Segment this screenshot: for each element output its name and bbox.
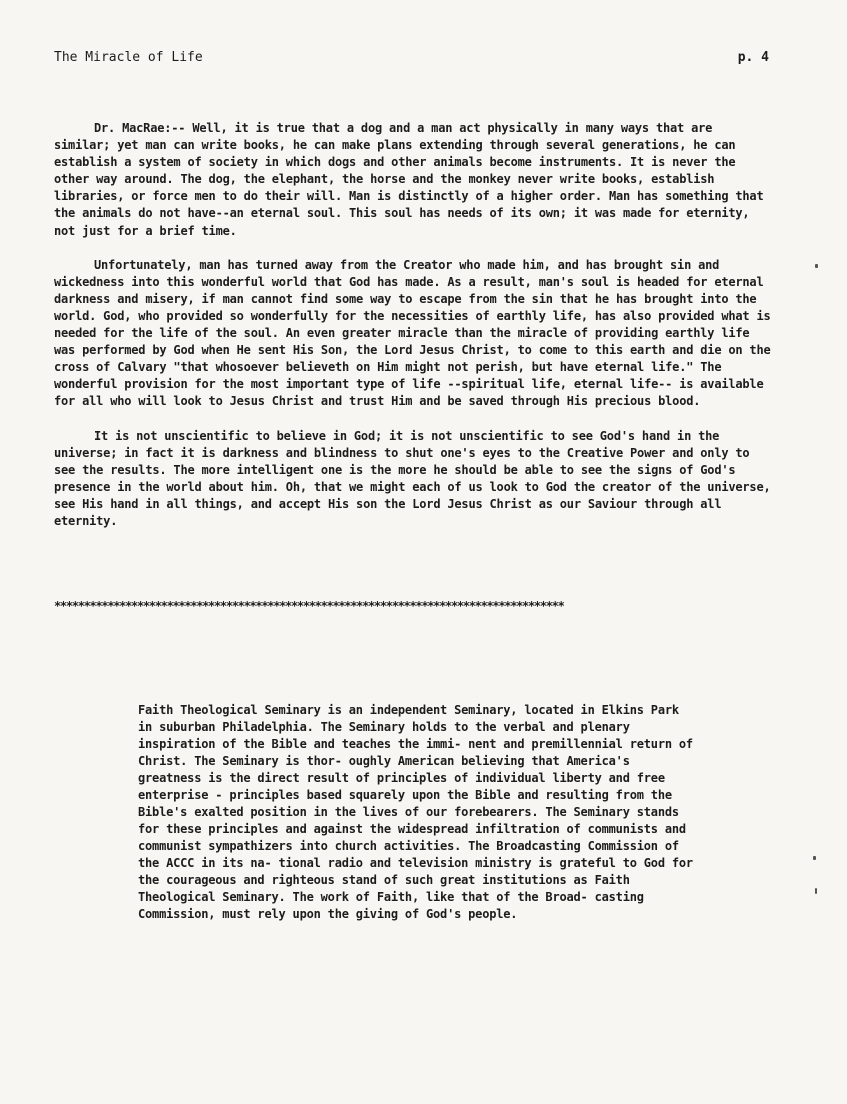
transcript-body bbox=[54, 120, 774, 547]
paragraph-macrae-answer: Dr. MacRae:-- Well, it is true that a dog and a man act physically in many ways that are similar; yet man can write books, he can make plans extending through several generations, he can establish a system of society in which dogs and other animals become instruments. It is never the other way around. The dog, the elephant, the horse and the monkey never write books, establish libraries, or force men to do their will. Man is distinctly of a higher order. Man has something that the animals do not have--an eternal soul. This soul has needs of its own; it was made for eternity, not just for a brief time. bbox=[54, 121, 764, 238]
seminary-notice-text: Faith Theological Seminary is an independent Seminary, located in Elkins Park in suburban Philadelphia. The Seminary holds to the verbal and plenary inspiration of the Bible and teaches the immi- nent and premillennial return of Christ. The Seminary is thor- oughly American believing that America's greatness is the direct result of principles of individual liberty and free enterprise - principles based squarely upon the Bible and resulting from the Bible's exalted position in the lives of our forebearers. The Seminary stands for these principles and against the widespread infiltration of communists and communist sympathizers into church activities. The Broadcasting Commission of the ACCC in its na- tional radio and television ministry is grateful to God for the courageous and righteous stand of such great institutions as Faith Theological Seminary. The work of Faith, like that of the Broad- casting Commission, must rely upon the giving of God's people. bbox=[138, 703, 693, 921]
seminary-notice bbox=[138, 702, 698, 923]
paragraph-scientific: It is not unscientific to believe in God; it is not unscientific to see God's hand in the universe; in fact it is darkness and blindness to shut one's eyes to the Creative Power and only to see the results. The more intelligent one is the more he should be able to see the signs of God's presence in the world about him. Oh, that we might each of us look to God the creator of the universe, see His hand in all things, and accept His son the Lord Jesus Christ as our Saviour through all eternity. bbox=[54, 428, 771, 528]
document-title: The Miracle of Life bbox=[54, 50, 203, 65]
page-number: p. 4 bbox=[737, 50, 769, 65]
scan-speck bbox=[815, 888, 817, 894]
paragraph-creator: Unfortunately, man has turned away from the Creator who made him, and has brought sin and wickedness into this wonderful world that God has made. As a result, man's soul is headed for eternal darkness and misery, if man cannot find some way to escape from the sin that he has brought into the world. God, who provided so wonderfully for the necessities of earthly life, has also provided what is needed for the life of the soul. An even greater miracle than the miracle of providing earthly life was performed by God when He sent His Son, the Lord Jesus Christ, to come to this earth and die on the cross of Calvary "that whosoever believeth on Him might not perish, but have eternal life." The wonderful provision for the most important type of life --spiritual life, eternal life-- is available for all who will look to Jesus Christ and trust Him and be saved through His precious blood. bbox=[54, 257, 771, 409]
scan-speck bbox=[815, 264, 818, 268]
scan-speck bbox=[813, 856, 816, 860]
asterisk-separator: ************************************************************************************** bbox=[54, 599, 564, 613]
